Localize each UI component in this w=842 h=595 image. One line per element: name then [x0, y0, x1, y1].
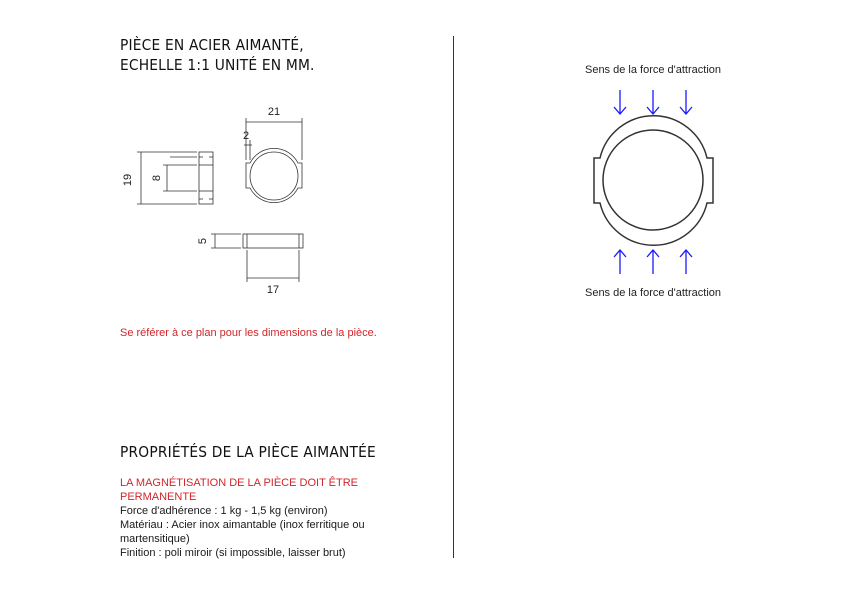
large-ring [594, 116, 713, 245]
arrow-down-icon [614, 90, 626, 114]
dim-19: 19 [122, 173, 134, 187]
title-line-2: ECHELLE 1:1 UNITÉ EN MM. [120, 56, 315, 74]
side-view [137, 152, 213, 204]
bottom-force-caption: Sens de la force d'attraction [584, 287, 721, 299]
arrow-down-icon [647, 90, 659, 114]
dim-17: 17 [266, 284, 280, 296]
magnetization-warning: LA MAGNÉTISATION DE LA PIÈCE DOIT ÊTRE PERMANENTE [120, 477, 358, 503]
front-view [244, 118, 302, 203]
top-arrows [614, 90, 692, 114]
divider-line [453, 36, 454, 558]
arrow-up-icon [647, 250, 659, 274]
properties-list [120, 476, 410, 560]
top-force-caption: Sens de la force d'attraction [584, 64, 721, 76]
reference-note: Se référer à ce plan pour les dimensions de la pièce. [120, 327, 377, 339]
dim-21: 21 [267, 106, 281, 118]
arrow-up-icon [680, 250, 692, 274]
properties-heading: PROPRIÉTÉS DE LA PIÈCE AIMANTÉE [120, 443, 376, 461]
material: Matériau : Acier inox aimantable (inox ferritique ou martensitique) [120, 519, 365, 545]
title-line-1: PIÈCE EN ACIER AIMANTÉ, [120, 36, 304, 54]
dim-5: 5 [197, 237, 209, 245]
dim-2: 2 [242, 130, 250, 142]
bottom-arrows [614, 250, 692, 274]
arrow-down-icon [680, 90, 692, 114]
bottom-view [211, 234, 303, 282]
arrow-up-icon [614, 250, 626, 274]
adhesion-force: Force d'adhérence : 1 kg - 1,5 kg (environ) [120, 505, 328, 517]
dim-8: 8 [151, 174, 163, 182]
finish: Finition : poli miroir (si impossible, laisser brut) [120, 547, 346, 559]
